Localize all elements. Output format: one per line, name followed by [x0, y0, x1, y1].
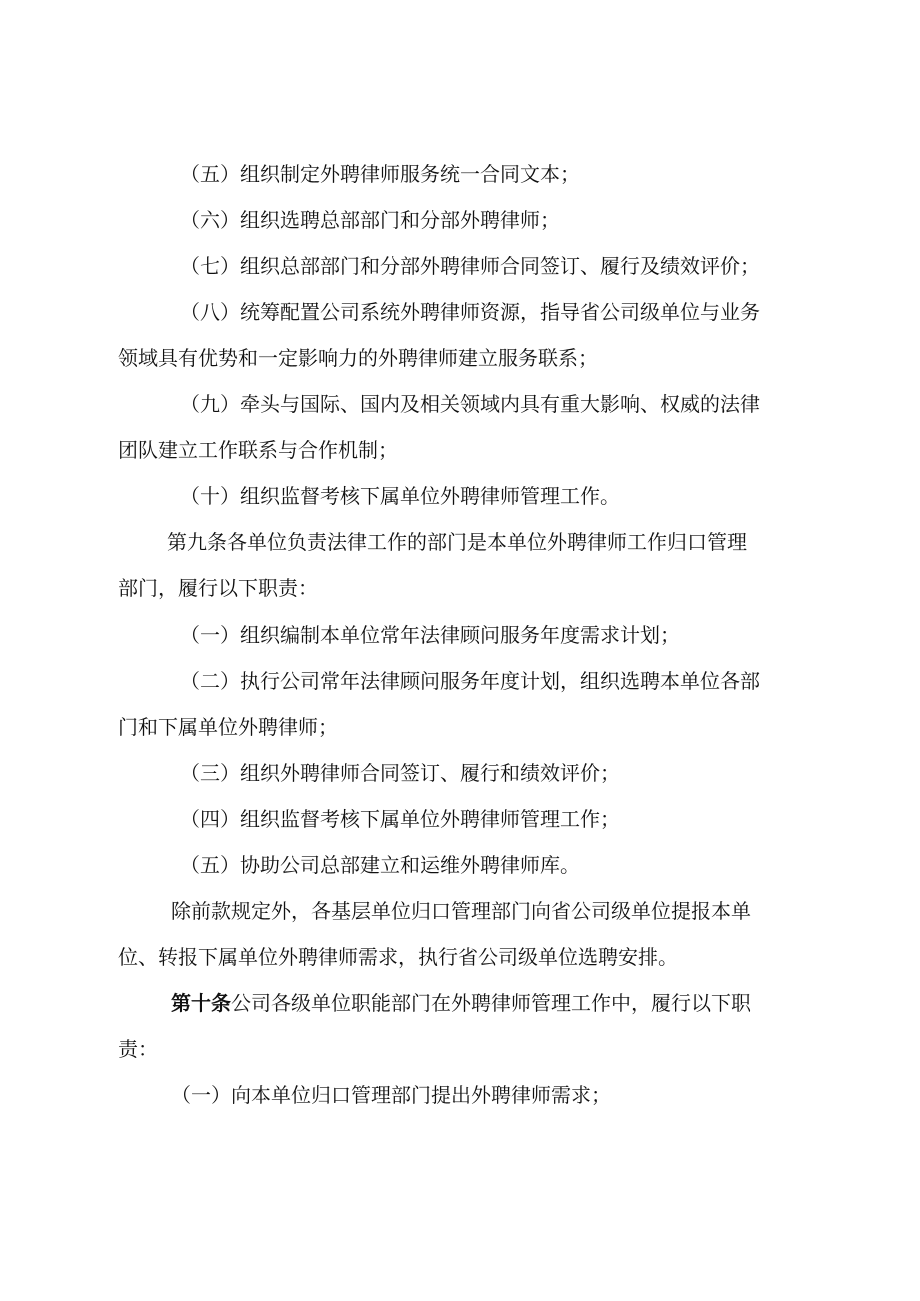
paragraph-line: 责： — [118, 1037, 158, 1061]
paragraph-line: （五）协助公司总部建立和运维外聘律师库。 — [180, 853, 580, 877]
paragraph-line: （七）组织总部部门和分部外聘律师合同签订、履行及绩效评价； — [180, 254, 760, 278]
paragraph-line — [171, 989, 751, 1017]
paragraph-line: （十）组织监督考核下属单位外聘律师管理工作。 — [180, 484, 620, 508]
paragraph-line: （五）组织制定外聘律师服务统一合同文本； — [180, 162, 580, 186]
paragraph-line: 团队建立工作联系与合作机制； — [118, 438, 398, 462]
paragraph-line: （四）组织监督考核下属单位外聘律师管理工作； — [180, 807, 620, 831]
paragraph-line: （八）统筹配置公司系统外聘律师资源，指导省公司级单位与业务 — [180, 300, 760, 324]
paragraph-line: （九）牵头与国际、国内及相关领域内具有重大影响、权威的法律 — [180, 392, 760, 416]
paragraph-line: （一）向本单位归口管理部门提出外聘律师需求； — [171, 1083, 611, 1107]
paragraph-line: 部门，履行以下职责： — [118, 576, 318, 600]
paragraph-line: 门和下属单位外聘律师； — [118, 715, 338, 739]
paragraph-line: 位、转报下属单位外聘律师需求，执行省公司级单位选聘安排。 — [118, 945, 678, 969]
article-text: 公司各级单位职能部门在外聘律师管理工作中，履行以下职 — [231, 991, 751, 1015]
paragraph-line: （三）组织外聘律师合同签订、履行和绩效评价； — [180, 761, 620, 785]
paragraph-line: （六）组织选聘总部部门和分部外聘律师； — [180, 208, 560, 232]
paragraph-line: 领域具有优势和一定影响力的外聘律师建立服务联系； — [118, 346, 598, 370]
paragraph-line: （二）执行公司常年法律顾问服务年度计划，组织选聘本单位各部 — [180, 669, 760, 693]
paragraph-line: 第九条各单位负责法律工作的部门是本单位外聘律师工作归口管理 — [167, 530, 747, 554]
article-heading: 第十条 — [171, 991, 231, 1015]
paragraph-line: 除前款规定外，各基层单位归口管理部门向省公司级单位提报本单 — [171, 899, 751, 923]
paragraph-line: （一）组织编制本单位常年法律顾问服务年度需求计划； — [180, 623, 680, 647]
